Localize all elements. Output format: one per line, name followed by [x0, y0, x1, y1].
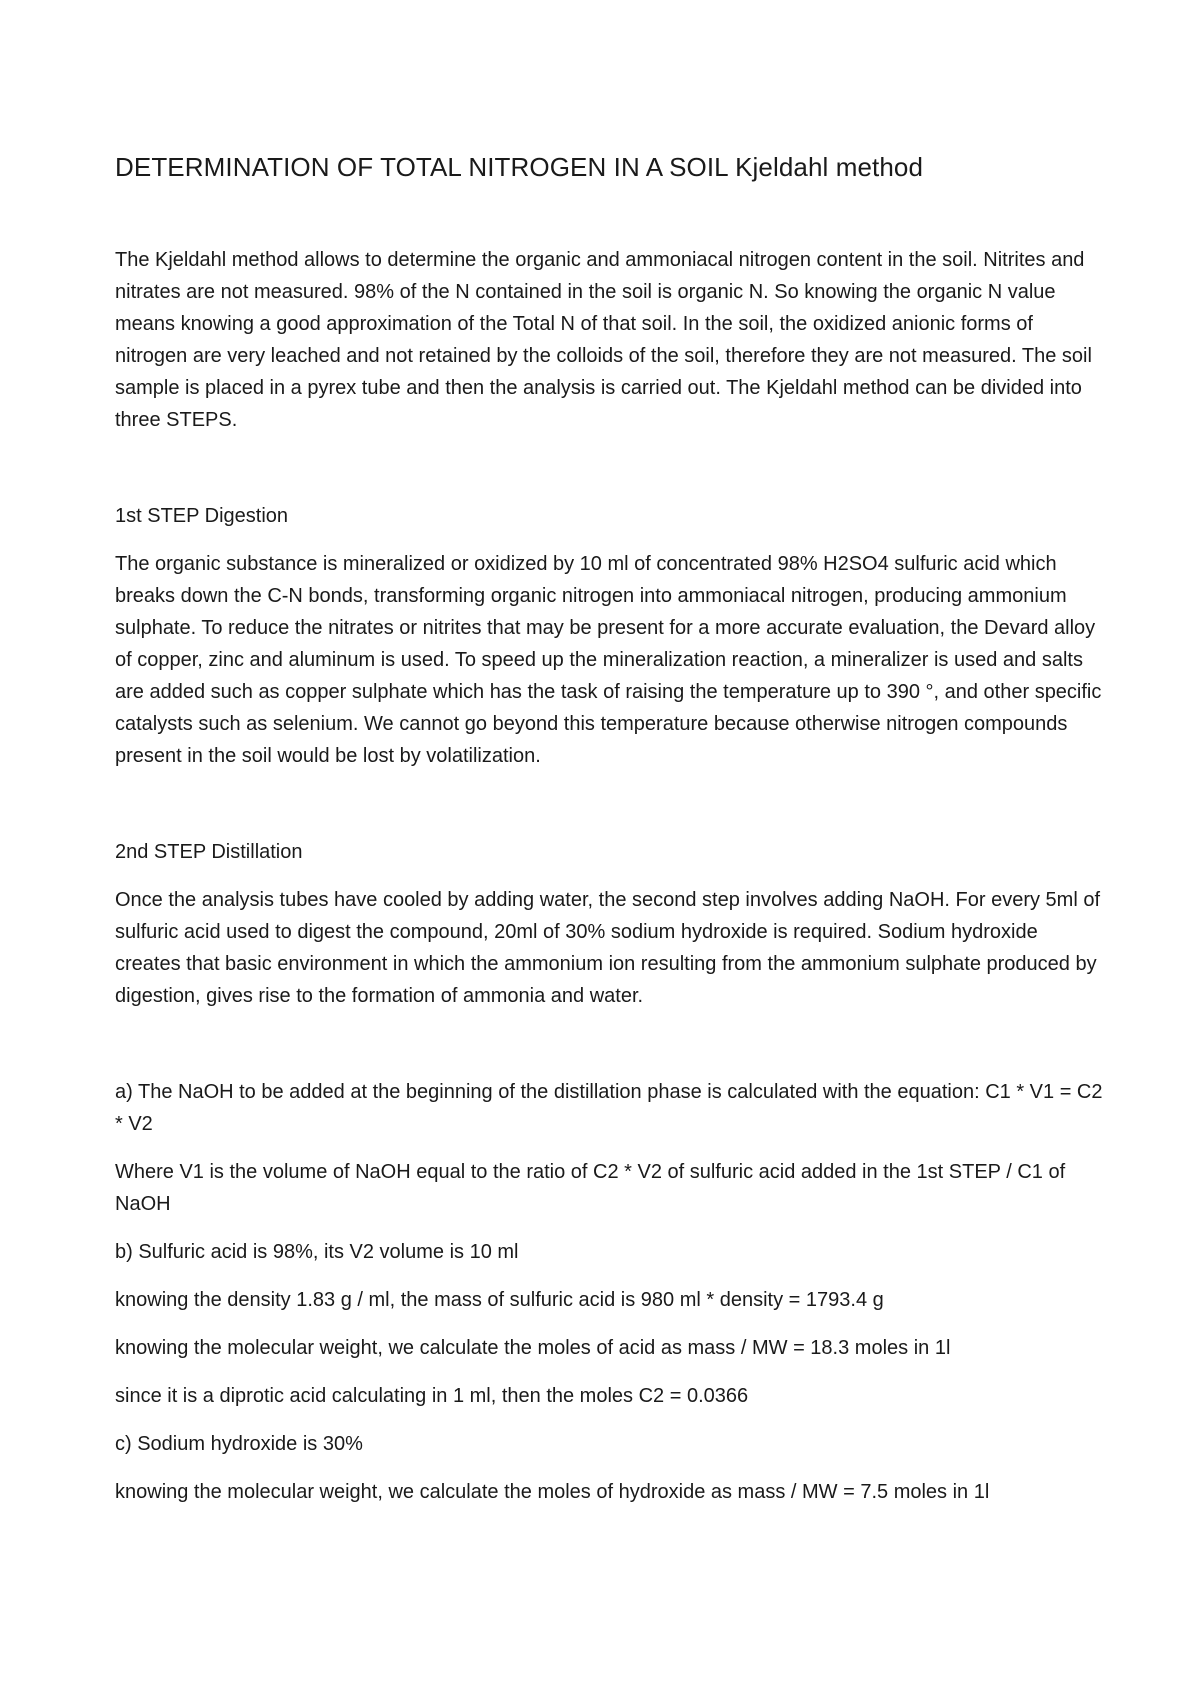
- step1-paragraph: The organic substance is mineralized or oxidized by 10 ml of concentrated 98% H2SO4 sulfuric acid which breaks down the C-N bonds, transforming organic nitrogen into ammoniacal nitrogen, producing ammonium sulphate. To reduce the nitrates or nitrites that may be present for a more accurate evaluation, the Devard alloy of copper, zinc and aluminum is used. To speed up the mineralization reaction, a mineralizer is used and salts are added such as copper sulphate which has the task of raising the temperature up to 390 °, and other specific catalysts such as selenium. We cannot go beyond this temperature because otherwise nitrogen compounds present in the soil would be lost by volatilization.: [115, 553, 1102, 767]
- step2-paragraph: Once the analysis tubes have cooled by adding water, the second step involves adding NaOH. For every 5ml of sulfuric acid used to digest the compound, 20ml of 30% sodium hydroxide is required. Sodium hydroxide creates that basic environment in which the ammonium ion resulting from the ammonium sulphate produced by digestion, gives rise to the formation of ammonia and water.: [115, 889, 1100, 1007]
- intro-paragraph: The Kjeldahl method allows to determine the organic and ammoniacal nitrogen content in the soil. Nitrites and nitrates are not measured. 98% of the N contained in the soil is organic N. So knowing the organic N value means knowing a good approximation of the Total N of that soil. In the soil, the oxidized anionic forms of nitrogen are very leached and not retained by the colloids of the soil, therefore they are not measured. The soil sample is placed in a pyrex tube and then the analysis is carried out. The Kjeldahl method can be divided into three STEPS.: [115, 249, 1092, 431]
- calc-c-moles: knowing the molecular weight, we calculate the moles of hydroxide as mass / MW = 7.5 moles in 1l: [115, 1481, 990, 1503]
- calc-b-diprotic: since it is a diprotic acid calculating in 1 ml, then the moles C2 = 0.0366: [115, 1385, 749, 1407]
- calc-a-equation: a) The NaOH to be added at the beginning of the distillation phase is calculated with the equation: C1 * V1 = C2 * V2: [115, 1081, 1103, 1135]
- calc-a-explanation: Where V1 is the volume of NaOH equal to the ratio of C2 * V2 of sulfuric acid added in the 1st STEP / C1 of NaOH: [115, 1161, 1066, 1215]
- document-title: DETERMINATION OF TOTAL NITROGEN IN A SOIL Kjeldahl method: [115, 152, 924, 182]
- document-content: [115, 150, 1105, 1508]
- calc-b-sulfuric-acid: b) Sulfuric acid is 98%, its V2 volume is 10 ml: [115, 1241, 519, 1263]
- step2-heading: 2nd STEP Distillation: [115, 841, 303, 863]
- calc-b-density: knowing the density 1.83 g / ml, the mass of sulfuric acid is 980 ml * density = 1793.4 g: [115, 1289, 884, 1311]
- step1-heading: 1st STEP Digestion: [115, 505, 289, 527]
- calc-b-moles: knowing the molecular weight, we calculate the moles of acid as mass / MW = 18.3 moles in 1l: [115, 1337, 951, 1359]
- calc-c-sodium-hydroxide: c) Sodium hydroxide is 30%: [115, 1433, 363, 1455]
